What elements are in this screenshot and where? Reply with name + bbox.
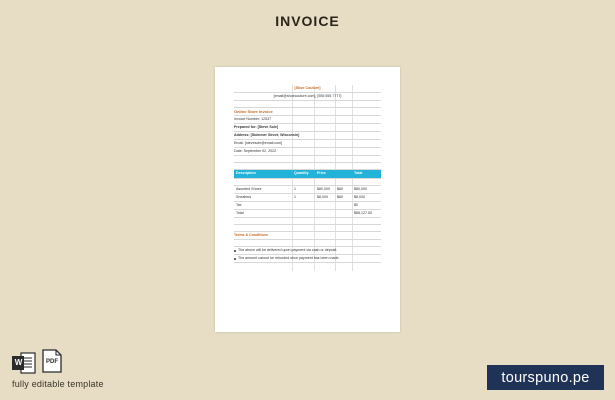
brand-badge[interactable]: tourspuno.pe [487,365,604,390]
table-cell: Sneakers [236,194,252,199]
table-header-cell: Price [317,171,326,176]
table-total-row [234,210,381,218]
address: Address: [Skimmer Street, Wisconsin] [234,132,300,137]
terms-item [234,247,381,255]
table-cell: $80 [337,186,343,191]
company-name: [Shoe Couture] [294,85,321,90]
invoice-document [234,85,381,271]
contact-info: [email@shoecouture.com], [555 555 7777] [273,93,342,98]
invoice-preview[interactable] [215,67,400,332]
format-icons [12,349,62,373]
section-title-row [234,108,381,116]
total-label: Total [236,210,244,215]
table-cell: $80,000 [317,186,330,191]
table-row [234,202,381,210]
bullet-icon [234,250,236,252]
terms-title-row [234,232,381,240]
email: Email: [stevesole@email.com] [234,140,283,145]
prepared-for: Prepared for: [Steve Sole] [234,124,279,129]
table-cell: $8,000 [317,194,328,199]
editable-template-note: fully editable template [12,379,104,389]
table-header-cell: Quantity [294,171,309,176]
page-title: INVOICE [275,13,340,29]
table-cell: $0 [354,202,358,207]
table-cell: $80 [337,194,343,199]
pdf-icon [42,349,62,373]
table-header-cell: Description [236,171,256,176]
table-header-cell: Total [354,171,363,176]
table-cell: Assorted Shoes [236,186,262,191]
pdf-icon-label: PDF [46,359,58,365]
company-name-row [234,85,381,93]
table-cell: 1 [294,194,296,199]
word-icon [12,352,36,373]
contact-row [234,93,381,101]
invoice-number: Invoice Number: 12537 [234,116,272,121]
section-title: Online Store Invoice [234,108,273,114]
table-cell: Tax [236,202,242,207]
table-header [234,170,381,179]
table-cell: $8,000 [354,194,365,199]
table-cell: $80,000 [354,186,367,191]
terms-title: Terms & Conditions [234,232,268,237]
terms-text: The above will be delivered upon payment via cash or deposit. [238,247,338,252]
terms-item [234,255,381,263]
bullet-icon [234,258,236,260]
table-row [234,186,381,194]
table-row [234,194,381,202]
terms-text: The amount cannot be refunded once payment has been made. [238,255,340,260]
date: Date: September 02, 2022 [234,148,277,153]
table-cell: 1 [294,186,296,191]
total-value: $88,127.00 [354,210,372,215]
word-icon-letter: W [14,358,23,367]
